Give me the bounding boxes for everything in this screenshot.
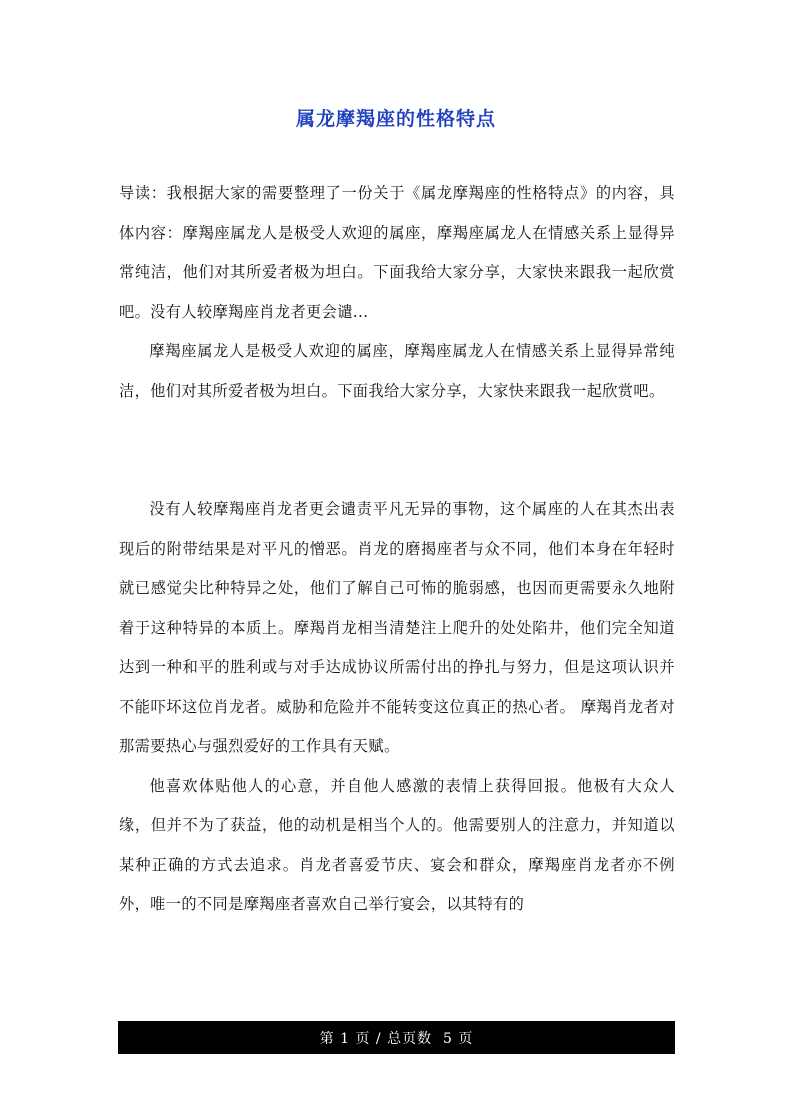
page-number-text: 第 1 页 / 总页数 5 页 (319, 1030, 474, 1047)
document-title: 属龙摩羯座的性格特点 (295, 108, 496, 130)
body-paragraph-1: 摩羯座属龙人是极受人欢迎的属座，摩羯座属龙人在情感关系上显得异常纯洁，他们对其所爱者极为坦白。下面我给大家分享，大家快来跟我一起欣赏吧。 (119, 342, 675, 400)
body-paragraph-3: 他喜欢体贴他人的心意，并自他人感激的表情上获得回报。他极有大众人缘，但并不为了获益，他的动机是相当个人的。他需要别人的注意力，并知道以某种正确的方式去追求。肖龙者喜爱节庆、宴会和群众，摩羯座肖龙者亦不例外，唯一的不同是摩羯座者喜欢自己举行宴会，以其特有的 (119, 776, 675, 913)
intro-paragraph: 导读：我根据大家的需要整理了一份关于《属龙摩羯座的性格特点》的内容，具体内容：摩羯座属龙人是极受人欢迎的属座，摩羯座属龙人在情感关系上显得异常纯洁，他们对其所爱者极为坦白。下面我给大家分享，大家快来跟我一起欣赏吧。没有人较摩羯座肖龙者更会谴... (119, 184, 675, 321)
paragraph-spacer (119, 411, 675, 490)
body-paragraph-2: 没有人较摩羯座肖龙者更会谴责平凡无异的事物，这个属座的人在其杰出表现后的附带结果是对平凡的憎恶。肖龙的磨揭座者与众不同，他们本身在年轻时就已感觉尖比种特异之处，他们了解自己可怖的脆弱感，也因而更需要永久地附着于这种特异的本质上。摩羯肖龙相当清楚注上爬升的处处陷井，他们完全知道达到一种和平的胜利或与对手达成协议所需付出的挣扎与努力，但是这项认识并不能吓坏这位肖龙者。威胁和危险并不能转变这位真正的热心者。 摩羯肖龙者对那需要热心与强烈爱好的工作具有天赋。 (119, 500, 675, 755)
page-footer (118, 1021, 675, 1054)
document-body (119, 174, 675, 925)
